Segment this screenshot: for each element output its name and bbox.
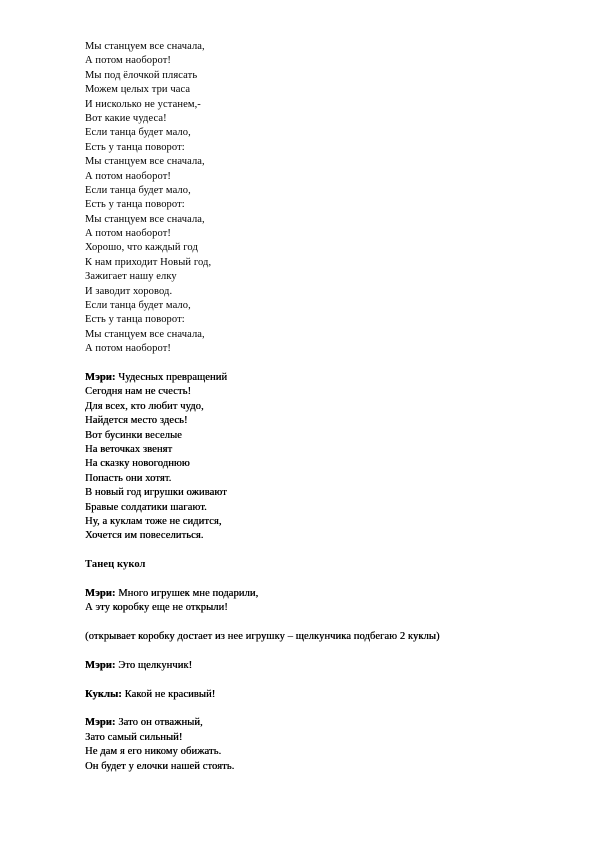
- marie-verse-2: [85, 587, 565, 616]
- dance-title: Танец кукол: [85, 559, 146, 571]
- song-line: Есть у танца поворот:: [85, 141, 185, 153]
- verse-line: Не дам я его никому обижать.: [85, 746, 222, 758]
- speaker-label: Мэри:: [85, 587, 116, 599]
- verse-line: Найдется место здесь!: [85, 415, 188, 427]
- song-line: К нам приходит Новый год,: [85, 256, 212, 268]
- verse-line: Зато он отважный,: [115, 717, 203, 729]
- marie-verse-4: [85, 716, 565, 774]
- verse-line: Много игрушек мне подарили,: [115, 587, 259, 599]
- song-line: Если танца будет мало,: [85, 300, 191, 312]
- verse-line: Бравые солдатики шагают.: [85, 501, 207, 513]
- verse-line: Сегодня нам не счесть!: [85, 386, 192, 398]
- song-line: Можем целых три часа: [85, 84, 191, 96]
- verse-line: На сказку новогоднюю: [85, 458, 190, 470]
- verse-line: Это щелкунчик!: [115, 659, 193, 671]
- document-page: [85, 40, 565, 774]
- verse-line: Ну, а куклам тоже не сидится,: [85, 515, 222, 527]
- speaker-label: Куклы:: [85, 688, 122, 700]
- song-line: И заводит хоровод.: [85, 285, 173, 297]
- song-line: Есть у танца поворот:: [85, 199, 185, 211]
- song-line: Хорошо, что каждый год: [85, 242, 198, 254]
- song-line: Если танца будет мало,: [85, 184, 191, 196]
- verse-line: Вот бусинки веселые: [85, 429, 182, 441]
- song-line: Мы станцуем все сначала,: [85, 41, 205, 52]
- song-line: Мы станцуем все сначала,: [85, 156, 205, 168]
- verse-line: Попасть они хотят.: [85, 472, 172, 484]
- song-block: [85, 40, 565, 357]
- song-line: Вот какие чудеса!: [85, 112, 167, 124]
- marie-line-3: [85, 659, 565, 673]
- song-line: Мы под ёлочкой плясать: [85, 69, 198, 81]
- verse-line: Он будет у елочки нашей стоять.: [85, 760, 235, 772]
- song-line: Есть у танца поворот:: [85, 314, 185, 326]
- song-line: И нисколько не устанем,-: [85, 98, 201, 110]
- song-line: А потом наоборот!: [85, 343, 171, 355]
- song-line: Мы станцуем все сначала,: [85, 328, 205, 340]
- verse-line: На веточках звенят: [85, 443, 173, 455]
- verse-line: Чудесных превращений: [115, 371, 228, 383]
- verse-line: Какой не красивый!: [121, 688, 216, 700]
- song-line: Если танца будет мало,: [85, 127, 191, 139]
- speaker-label: Мэри:: [85, 717, 116, 729]
- verse-line: Хочется им повеселиться.: [85, 530, 204, 542]
- song-line: А потом наоборот!: [85, 170, 171, 182]
- song-line: Зажигает нашу елку: [85, 271, 177, 283]
- marie-verse-1: [85, 371, 565, 544]
- verse-line: Для всех, кто любит чудо,: [85, 400, 204, 412]
- verse-line: Зато самый сильный!: [85, 731, 183, 743]
- dolls-line: [85, 688, 565, 702]
- verse-line: В новый год игрушки оживают: [85, 487, 227, 499]
- verse-line: А эту коробку еще не открыли!: [85, 602, 228, 614]
- song-line: А потом наоборот!: [85, 228, 171, 240]
- speaker-label: Мэри:: [85, 659, 116, 671]
- speaker-label: Мэри:: [85, 371, 116, 383]
- stage-direction: (открывает коробку достает из нее игрушку – щелкунчика подбегаю 2 куклы): [85, 631, 440, 643]
- song-line: Мы станцуем все сначала,: [85, 213, 205, 225]
- song-line: А потом наоборот!: [85, 55, 171, 67]
